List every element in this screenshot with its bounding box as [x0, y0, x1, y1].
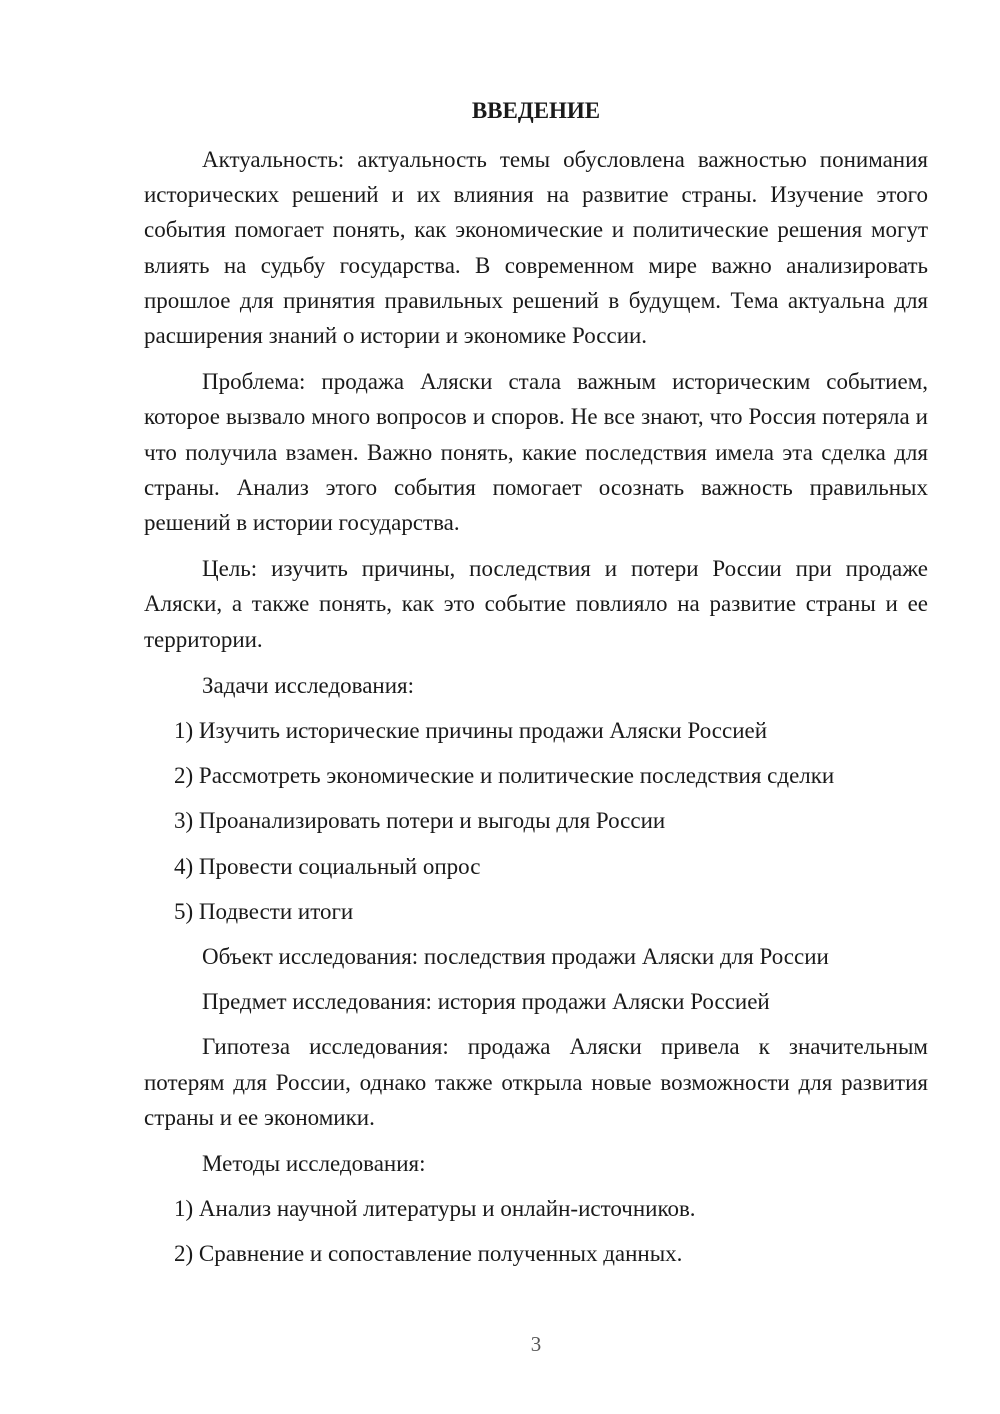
page-title: ВВЕДЕНИЕ — [471, 98, 601, 123]
list-item-method-1: 1) Анализ научной литературы и онлайн-источников. — [174, 1196, 696, 1222]
subject-paragraph: Предмет исследования: история продажи Аляски Россией — [202, 989, 770, 1015]
list-item-task-3: 3) Проанализировать потери и выгоды для России — [174, 808, 666, 834]
problem-paragraph: Проблема: продажа Аляски стала важным историческим событием, которое вызвало много вопросов и споров. Не все знают, что Россия потеряла и что получила взамен. Важно понять, какие последствия имела эта сделка для страны. Анализ этого события помогает осознать важность правильных решений в истории государства. — [144, 369, 928, 536]
object-paragraph: Объект исследования: последствия продажи Аляски для России — [202, 944, 829, 970]
relevance-paragraph: Актуальность: актуальность темы обусловлена важностью понимания исторических решений и их влияния на развитие страны. Изучение этого события помогает понять, как экономические и политические решения могут влиять на судьбу государства. В современном мире важно анализировать прошлое для принятия правильных решений в будущем. Тема актуальна для расширения знаний о истории и экономике России. — [144, 147, 928, 349]
body-text — [144, 142, 928, 1282]
tasks-list — [144, 713, 928, 929]
methods-list — [144, 1191, 928, 1271]
list-item-task-2: 2) Рассмотреть экономические и политические последствия сделки — [174, 763, 835, 789]
list-item-task-4: 4) Провести социальный опрос — [174, 853, 481, 879]
list-item-method-2: 2) Сравнение и сопоставление полученных данных. — [174, 1241, 683, 1267]
page-number: 3 — [530, 1332, 542, 1356]
goal-paragraph: Цель: изучить причины, последствия и потери России при продаже Аляски, а также понять, как это событие повлияло на развитие страны и ее территории. — [144, 556, 928, 652]
methods-heading: Методы исследования: — [202, 1151, 426, 1177]
list-item-task-1: 1) Изучить исторические причины продажи Аляски Россией — [174, 718, 768, 744]
list-item-task-5: 5) Подвести итоги — [174, 898, 354, 924]
tasks-heading: Задачи исследования: — [202, 672, 415, 698]
hypothesis-paragraph: Гипотеза исследования: продажа Аляски привела к значительным потерям для России, однако также открыла новые возможности для развития страны и ее экономики. — [144, 1034, 928, 1130]
